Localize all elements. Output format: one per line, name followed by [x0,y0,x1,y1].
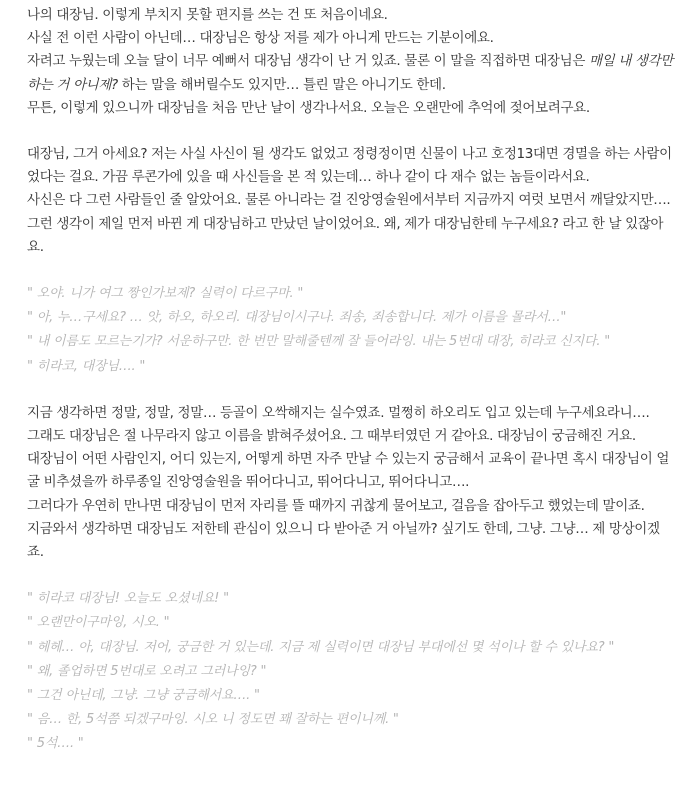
dialogue-line: " 헤헤… 아, 대장님. 저어, 궁금한 거 있는데. 지금 제 실력이면 대장님 부대에선 몇 석이나 할 수 있나요? " [27,639,615,655]
text-segment: 자려고 누웠는데 오늘 달이 너무 예뻐서 대장님 생각이 난 거 있죠. 물론 이 말을 직접하면 대장님은 [27,53,589,70]
text-line: 그러다가 우연히 만나면 대장님이 먼저 자리를 뜰 때까지 귀찮게 물어보고, 걸음을 잡아두고 했었는데 말이죠. [27,497,645,514]
text-line: 대장님이 어떤 사람인지, 어디 있는지, 어떻게 하면 자주 만날 수 있는지 궁금해서 교육이 끝나면 혹시 대장님이 얼 [27,451,670,468]
text-line: 그런 생각이 제일 먼저 바뀐 게 대장님하고 만났던 날이었어요. 왜, 제가 대장님한테 누구세요? 라고 한 날 있잖아 [27,215,664,232]
dialogue-line: " 히라코 대장님! 오늘도 오셨네요! " [27,591,229,607]
text-line [27,50,675,73]
dialogue-block-second [27,587,675,756]
text-line: 사실 전 이런 사람이 아닌데… 대장님은 항상 저를 제가 아니게 만드는 기분이에요. [27,30,494,47]
text-line: 지금 생각하면 정말, 정말, 정말… 등골이 오싹해지는 실수였죠. 멀쩡히 하오리도 입고 있는데 누구세요라니…. [27,404,650,421]
dialogue-line: " 아, 누…구세요? … 앗, 하오, 하오리. 대장님이시구나. 죄송, 죄송합니다. 제가 이름을 몰라서…" [27,310,567,326]
paragraph-spacer [27,564,675,587]
paragraph-spacer [27,379,675,402]
dialogue-block-first [27,282,675,379]
text-line: 굴 비추셨을까 하루종일 진앙영술원을 뛰어다니고, 뛰어다니고, 뛰어다니고…. [27,474,470,491]
dialogue-line: " 그건 아닌데, 그냥. 그냥 궁금해서요…. " [27,688,260,704]
paragraph-reflection [27,402,675,564]
dialogue-line: " 5석…. " [27,736,84,752]
paragraph-spacer [27,120,675,143]
paragraph-spacer [27,259,675,282]
text-line: 요. [27,238,44,255]
paragraph-first-meeting [27,143,675,259]
dialogue-line: " 왜, 졸업하면 5번대로 오려고 그러나잉? " [27,663,267,679]
text-line: 나의 대장님. 이렇게 부치지 못할 편지를 쓰는 건 또 처음이네요. [27,7,388,23]
dialogue-line: " 오야. 니가 여그 짱인가보제? 실력이 다르구마. " [27,286,304,302]
text-line: 무튼, 이렇게 있으니까 대장님을 처음 만난 날이 생각나서요. 오늘은 오랜만에 추억에 젖어보려구요. [27,99,590,116]
text-segment: 하는 말을 해버릴수도 있지만… 틀린 말은 아니기도 한데. [117,76,446,93]
emphasized-text: 매일 내 생각만 [588,53,673,70]
dialogue-line: " 음… 한, 5석쯤 되겠구마잉. 시오 니 정도면 꽤 잘하는 편이니께. " [27,712,399,728]
dialogue-line: " 오랜만이구마잉, 시오. " [27,615,170,631]
text-line: 대장님, 그거 아세요? 저는 사실 사신이 될 생각도 없었고 정령정이면 신물이 나고 호정13대면 경멸을 하는 사람이 [27,146,672,163]
text-line [27,74,675,97]
text-line: 사신은 다 그런 사람들인 줄 알았어요. 물론 아니라는 걸 진앙영술원에서부터 지금까지 여럿 보면서 깨달았지만…. [27,192,671,209]
dialogue-line: " 내 이름도 모르는기가? 서운하구만. 한 번만 말해줄텐께 잘 들어라잉. 내는 5번대 대장, 히라코 신지다. " [27,334,611,350]
text-line: 그래도 대장님은 절 나무라지 않고 이름을 밝혀주셨어요. 그 때부터였던 거 같아요. 대장님이 궁금해진 거요. [27,428,636,445]
text-line: 었다는 걸요. 가끔 루콘가에 있을 때 사신들을 본 적 있는데… 하나 같이 다 재수 없는 놈들이라서요. [27,169,590,186]
text-line: 죠. [27,544,44,561]
text-line: 지금와서 생각하면 대장님도 저한테 관심이 있으니 다 받아준 거 아닐까? 싶기도 한데, 그냥. 그냥… 제 망상이겠 [27,520,660,537]
emphasized-text: 하는 거 아니제? [27,76,118,93]
paragraph-intro [27,4,675,120]
dialogue-line: " 히라코, 대장님…. " [27,358,146,374]
